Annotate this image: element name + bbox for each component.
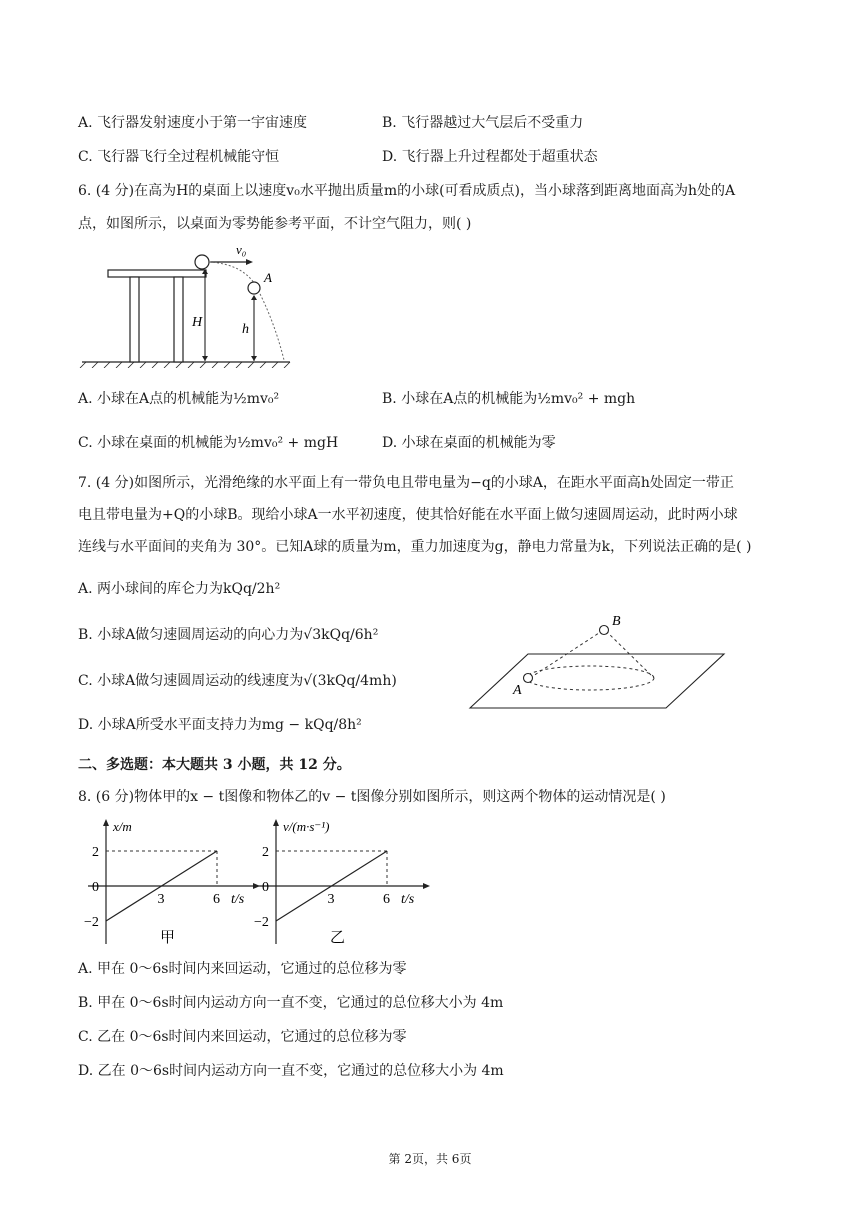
q7-stem-line-1: 7. (4 分)如图所示，光滑绝缘的水平面上有一带负电且带电量为−q的小球A，在距水平面高h处固定一带正 [78,475,734,491]
y-axis-arrow [273,819,279,826]
y-tick-label: −2 [84,915,99,930]
q8-option-a: A. 甲在 0～6s时间内来回运动，它通过的总位移为零 [78,961,407,977]
y-axis-arrow [103,819,109,826]
ball-a [524,674,533,683]
chart-title: 乙 [330,930,346,946]
table-top [108,270,206,277]
q6-stem-line-2: 点，如图所示，以桌面为零势能参考平面，不计空气阻力，则( ) [78,216,472,232]
q8-option-b: B. 甲在 0～6s时间内运动方向一直不变，它通过的总位移大小为 4m [78,995,504,1011]
q5-option-d: D. 飞行器上升过程都处于超重状态 [382,149,598,165]
ball-at-a [248,282,260,294]
chart-jia [78,816,268,952]
q7-option-a: A. 两小球间的库仑力为kQq/2h² [78,581,281,597]
H-label: H [192,315,203,330]
x-axis-arrow [423,883,430,889]
y-tick-label: −2 [254,915,269,930]
v0-label: v₀ [236,242,247,257]
y-tick-label: 0 [92,880,99,895]
table-leg-right [174,277,183,362]
page-footer: 第 2页，共 6页 [388,1152,472,1166]
q7-stem-line-3: 连线与水平面间的夹角为 30°。已知A球的质量为m，重力加速度为g，静电力常量为k，下列说法正确的是( ) [78,539,752,555]
q7-option-d: D. 小球A所受水平面支持力为mg − kQq/8h² [78,717,362,733]
x-tick-label: 3 [327,892,335,907]
q5-option-c: C. 飞行器飞行全过程机械能守恒 [78,149,280,165]
y-tick-label: 0 [262,880,269,895]
x-axis-label: t/s [401,892,415,907]
q5-option-a: A. 飞行器发射速度小于第一宇宙速度 [78,115,308,131]
y-axis-label: x/m [113,819,132,834]
q8-option-d: D. 乙在 0～6s时间内运动方向一直不变，它通过的总位移大小为 4m [78,1063,504,1079]
y-axis-label: v/(m·s⁻¹) [283,819,330,834]
q6-option-d: D. 小球在桌面的机械能为零 [382,435,556,451]
chart-title: 甲 [160,930,176,946]
q7-option-b: B. 小球A做匀速圆周运动的向心力为√3kQq/6h² [78,627,379,643]
q6-stem-line-1: 6. (4 分)在高为H的桌面上以速度v₀水平抛出质量m的小球(可看成质点)，当小球落到距离地面高为h处的A [78,183,736,199]
x-tick-label: 6 [383,892,390,907]
q6-option-c: C. 小球在桌面的机械能为½mv₀² + mgH [78,435,339,451]
chart-yi [248,816,448,952]
x-tick-label: 6 [213,892,220,907]
ball-start [195,255,209,269]
h-label: h [242,322,249,337]
section-heading: 二、多选题：本大题共 3 小题，共 12 分。 [78,757,351,773]
y-tick-label: 2 [262,845,269,860]
q8-option-c: C. 乙在 0～6s时间内来回运动，它通过的总位移为零 [78,1029,407,1045]
q7-option-c: C. 小球A做匀速圆周运动的线速度为√(3kQq/4mh) [78,673,397,689]
ball-b [600,626,609,635]
q5-option-b: B. 飞行器越过大气层后不受重力 [382,115,584,131]
q8-stem-line-1: 8. (6 分)物体甲的x − t图像和物体乙的v − t图像分别如图所示，则这两个物体的运动情况是( ) [78,789,666,805]
q6-option-b: B. 小球在A点的机械能为½mv₀² + mgh [382,391,636,407]
y-tick-label: 2 [92,845,99,860]
horizontal-plane [470,654,724,708]
trajectory [209,262,284,360]
a-label: A [264,270,272,285]
q6-figure-projectile [78,238,298,368]
x-tick-label: 3 [157,892,165,907]
x-axis-label: t/s [231,892,245,907]
a-label: A [513,683,522,698]
q6-option-a: A. 小球在A点的机械能为½mv₀² [78,391,280,407]
q7-stem-line-2: 电且带电量为+Q的小球B。现给小球A一水平初速度，使其恰好能在水平面上做匀速圆周运动，此时两小球 [78,507,738,523]
table-leg-left [130,277,139,362]
b-label: B [612,614,621,629]
q7-figure-circular-motion [466,612,730,712]
